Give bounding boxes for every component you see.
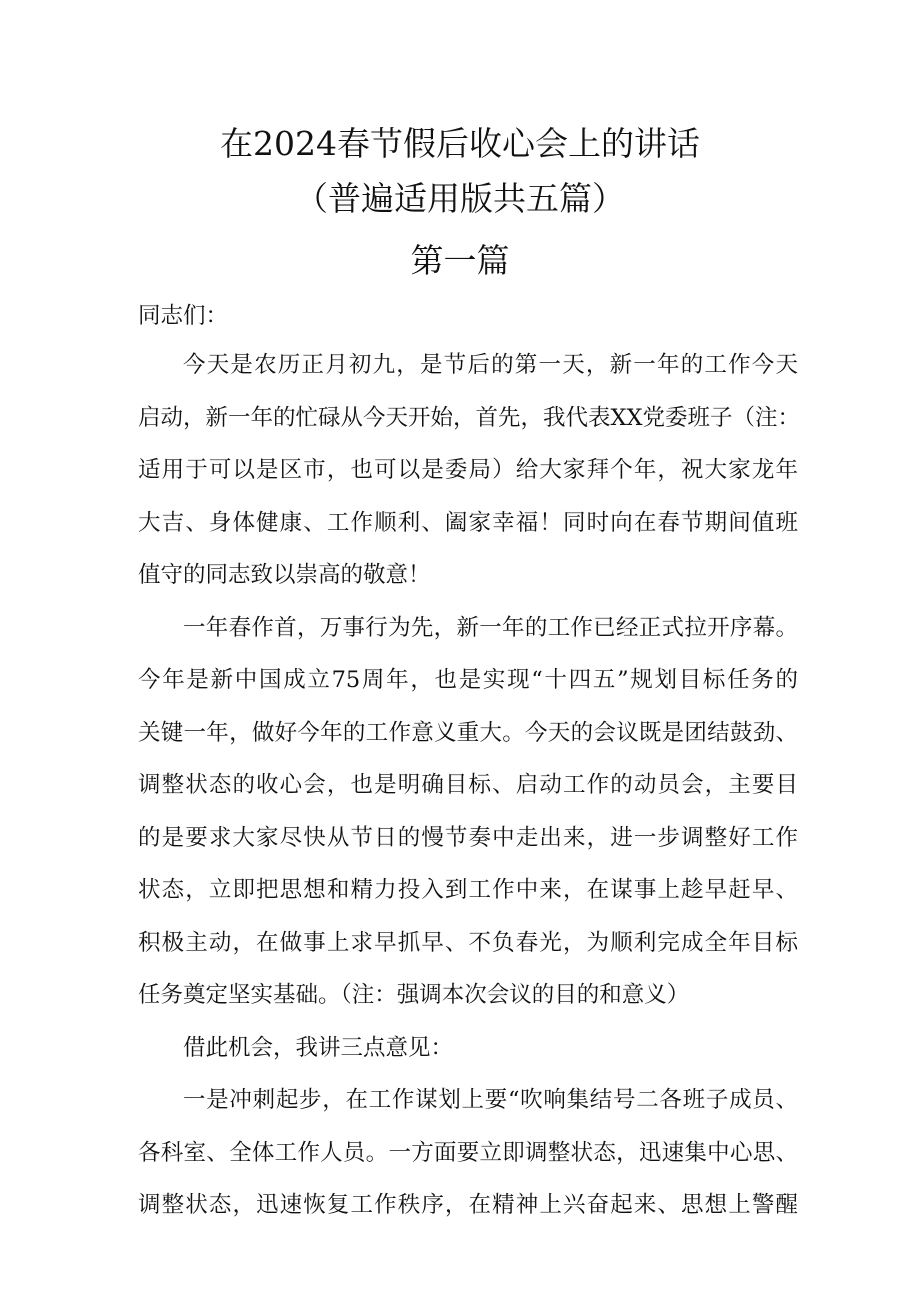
paragraph-line: 调整状态的收心会，也是明确目标、启动工作的动员会，主要目 (138, 772, 798, 798)
paragraph-line: 一年春作首，万事行为先，新一年的工作已经正式拉开序幕。 (183, 615, 798, 641)
paragraph-line: 各科室、全体工作人员。一方面要立即调整状态，迅速集中心思、 (138, 1140, 798, 1166)
paragraph-line: 关键一年，做好今年的工作意义重大。今天的会议既是团结鼓劲、 (138, 720, 798, 746)
paragraph-line: 今天是农历正月初九，是节后的第一天，新一年的工作今天 (183, 352, 798, 378)
paragraph-line: 状态，立即把思想和精力投入到工作中来，在谋事上趁早赶早、 (138, 877, 798, 903)
paragraph-line: 一是冲刺起步，在工作谋划上要“吹响集结号二各班子成员、 (183, 1087, 798, 1113)
salutation: 同志们： (138, 303, 229, 329)
document-subtitle: （普遍适用版共五篇） (295, 179, 625, 218)
paragraph-line: 借此机会，我讲三点意见： (183, 1035, 454, 1061)
document-title: 在2024春节假后收心会上的讲话 (220, 124, 700, 163)
paragraph-line: 的是要求大家尽快从节日的慢节奏中走出来，进一步调整好工作 (138, 825, 798, 851)
paragraph-line: 启动，新一年的忙碌从今天开始，首先，我代表XX党委班子（注： (138, 405, 801, 431)
paragraph-line: 大吉、身体健康、工作顺利、阖家幸福！同时向在春节期间值班 (138, 510, 798, 536)
paragraph-line: 今年是新中国成立75周年，也是实现“十四五”规划目标任务的 (138, 667, 798, 693)
paragraph-line: 适用于可以是区市，也可以是委局）给大家拜个年，祝大家龙年 (138, 457, 798, 483)
paragraph-line: 任务奠定坚实基础。（注：强调本次会议的目的和意义） (138, 982, 690, 1008)
section-heading: 第一篇 (410, 241, 510, 280)
paragraph-line: 值守的同志致以崇高的敬意！ (138, 562, 431, 588)
paragraph-line: 积极主动，在做事上求早抓早、不负春光，为顺利完成全年目标 (138, 930, 798, 956)
paragraph-line: 调整状态，迅速恢复工作秩序，在精神上兴奋起来、思想上警醒 (138, 1192, 798, 1218)
